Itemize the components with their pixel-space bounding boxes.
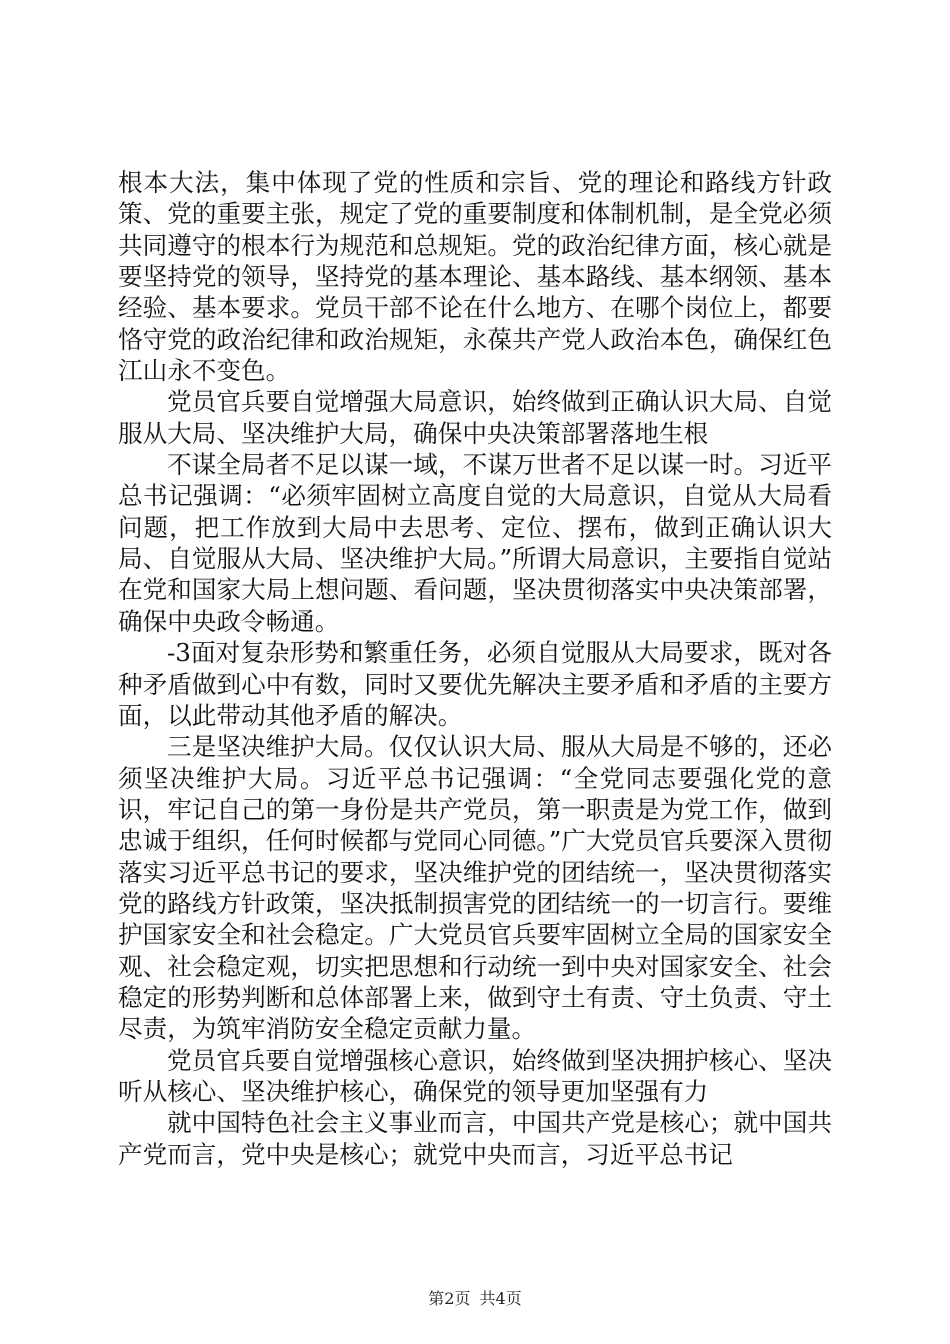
page-number: 第2页 (428, 1289, 471, 1308)
document-body (118, 167, 832, 1170)
paragraph-5: 三是坚决维护大局。仅仅认识大局、服从大局是不够的，还必须坚决维护大局。习近平总书记强调：“全党同志要强化党的意识，牢记自己的第一身份是共产党员，第一职责是为党工作，做到忠诚于组织，任何时候都与党同心同德。”广大党员官兵要深入贯彻落实习近平总书记的要求，坚决维护党的团结统一，坚决贯彻落实党的路线方针政策，坚决抵制损害党的团结统一的一切言行。要维护国家安全和社会稳定。广大党员官兵要牢固树立全局的国家安全观、社会稳定观，切实把思想和行动统一到中央对国家安全、社会稳定的形势判断和总体部署上来，做到守土有责、守土负责、守土尽责，为筑牢消防安全稳定贡献力量。 (118, 732, 832, 1044)
page-total: 共4页 (479, 1289, 522, 1308)
section-heading-core-awareness: 党员官兵要自觉增强核心意识，始终做到坚决拥护核心、坚决听从核心、坚决维护核心，确保党的领导更加坚强有力 (118, 1045, 832, 1106)
paragraph-1: 根本大法，集中体现了党的性质和宗旨、党的理论和路线方针政策、党的重要主张，规定了党的重要制度和体制机制，是全党必须共同遵守的根本行为规范和总规矩。党的政治纪律方面，核心就是要坚持党的领导，坚持党的基本理论、基本路线、基本纲领、基本经验、基本要求。党员干部不论在什么地方、在哪个岗位上，都要恪守党的政治纪律和政治规矩，永葆共产党人政治本色，确保红色江山永不变色。 (118, 168, 832, 386)
paragraph-4: -3面对复杂形势和繁重任务，必须自觉服从大局要求，既对各种矛盾做到心中有数，同时又要优先解决主要矛盾和矛盾的主要方面，以此带动其他矛盾的解决。 (118, 638, 832, 730)
paragraph-7: 就中国特色社会主义事业而言，中国共产党是核心；就中国共产党而言，党中央是核心；就党中央而言，习近平总书记 (118, 1108, 832, 1169)
page-footer (0, 1286, 950, 1309)
section-heading-overall-situation: 党员官兵要自觉增强大局意识，始终做到正确认识大局、自觉服从大局、坚决维护大局，确保中央决策部署落地生根 (118, 387, 832, 448)
paragraph-3: 不谋全局者不足以谋一域，不谋万世者不足以谋一时。习近平总书记强调：“必须牢固树立高度自觉的大局意识，自觉从大局看问题，把工作放到大局中去思考、定位、摆布，做到正确认识大局、自觉服从大局、坚决维护大局。”所谓大局意识，主要指自觉站在党和国家大局上想问题、看问题，坚决贯彻落实中央决策部署，确保中央政令畅通。 (118, 450, 832, 636)
